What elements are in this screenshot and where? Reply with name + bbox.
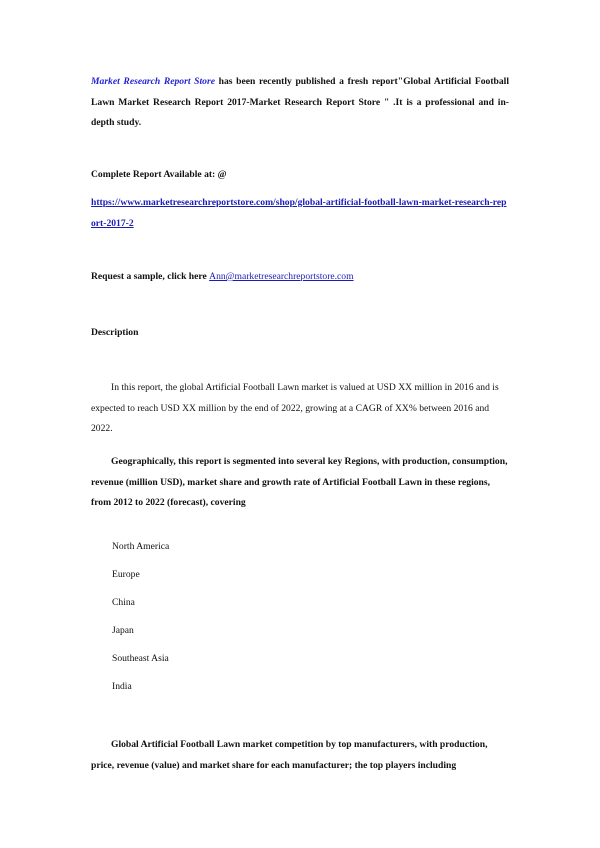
- store-link[interactable]: Market Research Report Store: [91, 76, 215, 87]
- description-text: In this report, the global Artificial Football Lawn market is valued at USD XX million in 2016 and is expected to reach USD XX million by the end of 2022, growing at a CAGR of XX% between 2016 and 2022.: [91, 382, 499, 435]
- region-item: North America: [112, 541, 170, 552]
- intro-text: has been recently published a fresh report"Global Artificial Football Lawn Market Research Report 2017-Market Research Report Store " .It is a professional and in-depth study.: [91, 76, 509, 129]
- sample-label: Request a sample, click here: [91, 271, 207, 282]
- report-url-paragraph: [91, 193, 511, 234]
- region-item: Europe: [112, 569, 140, 580]
- description-heading: Description: [91, 327, 139, 338]
- geo-text: Geographically, this report is segmented into several key Regions, with production, consumption, revenue (million USD), market share and growth rate of Artificial Football Lawn in these regions, from 2012 to 2022 (forecast), covering: [91, 456, 508, 509]
- report-url-link[interactable]: https://www.marketresearchreportstore.com/shop/global-artificial-football-lawn-market-research-report-2017-2: [91, 197, 507, 229]
- complete-report-label: Complete Report Available at: @: [91, 169, 227, 180]
- intro-paragraph: [91, 72, 509, 134]
- region-item: India: [112, 681, 132, 692]
- sample-email-link[interactable]: Ann@marketresearchreportstore.com: [209, 271, 354, 282]
- sample-request: [91, 267, 509, 288]
- region-item: Southeast Asia: [112, 653, 169, 664]
- region-item: Japan: [112, 625, 134, 636]
- competition-text: Global Artificial Football Lawn market competition by top manufacturers, with production, price, revenue (value) and market share for each manufacturer; the top players including: [91, 739, 488, 771]
- region-item: China: [112, 597, 135, 608]
